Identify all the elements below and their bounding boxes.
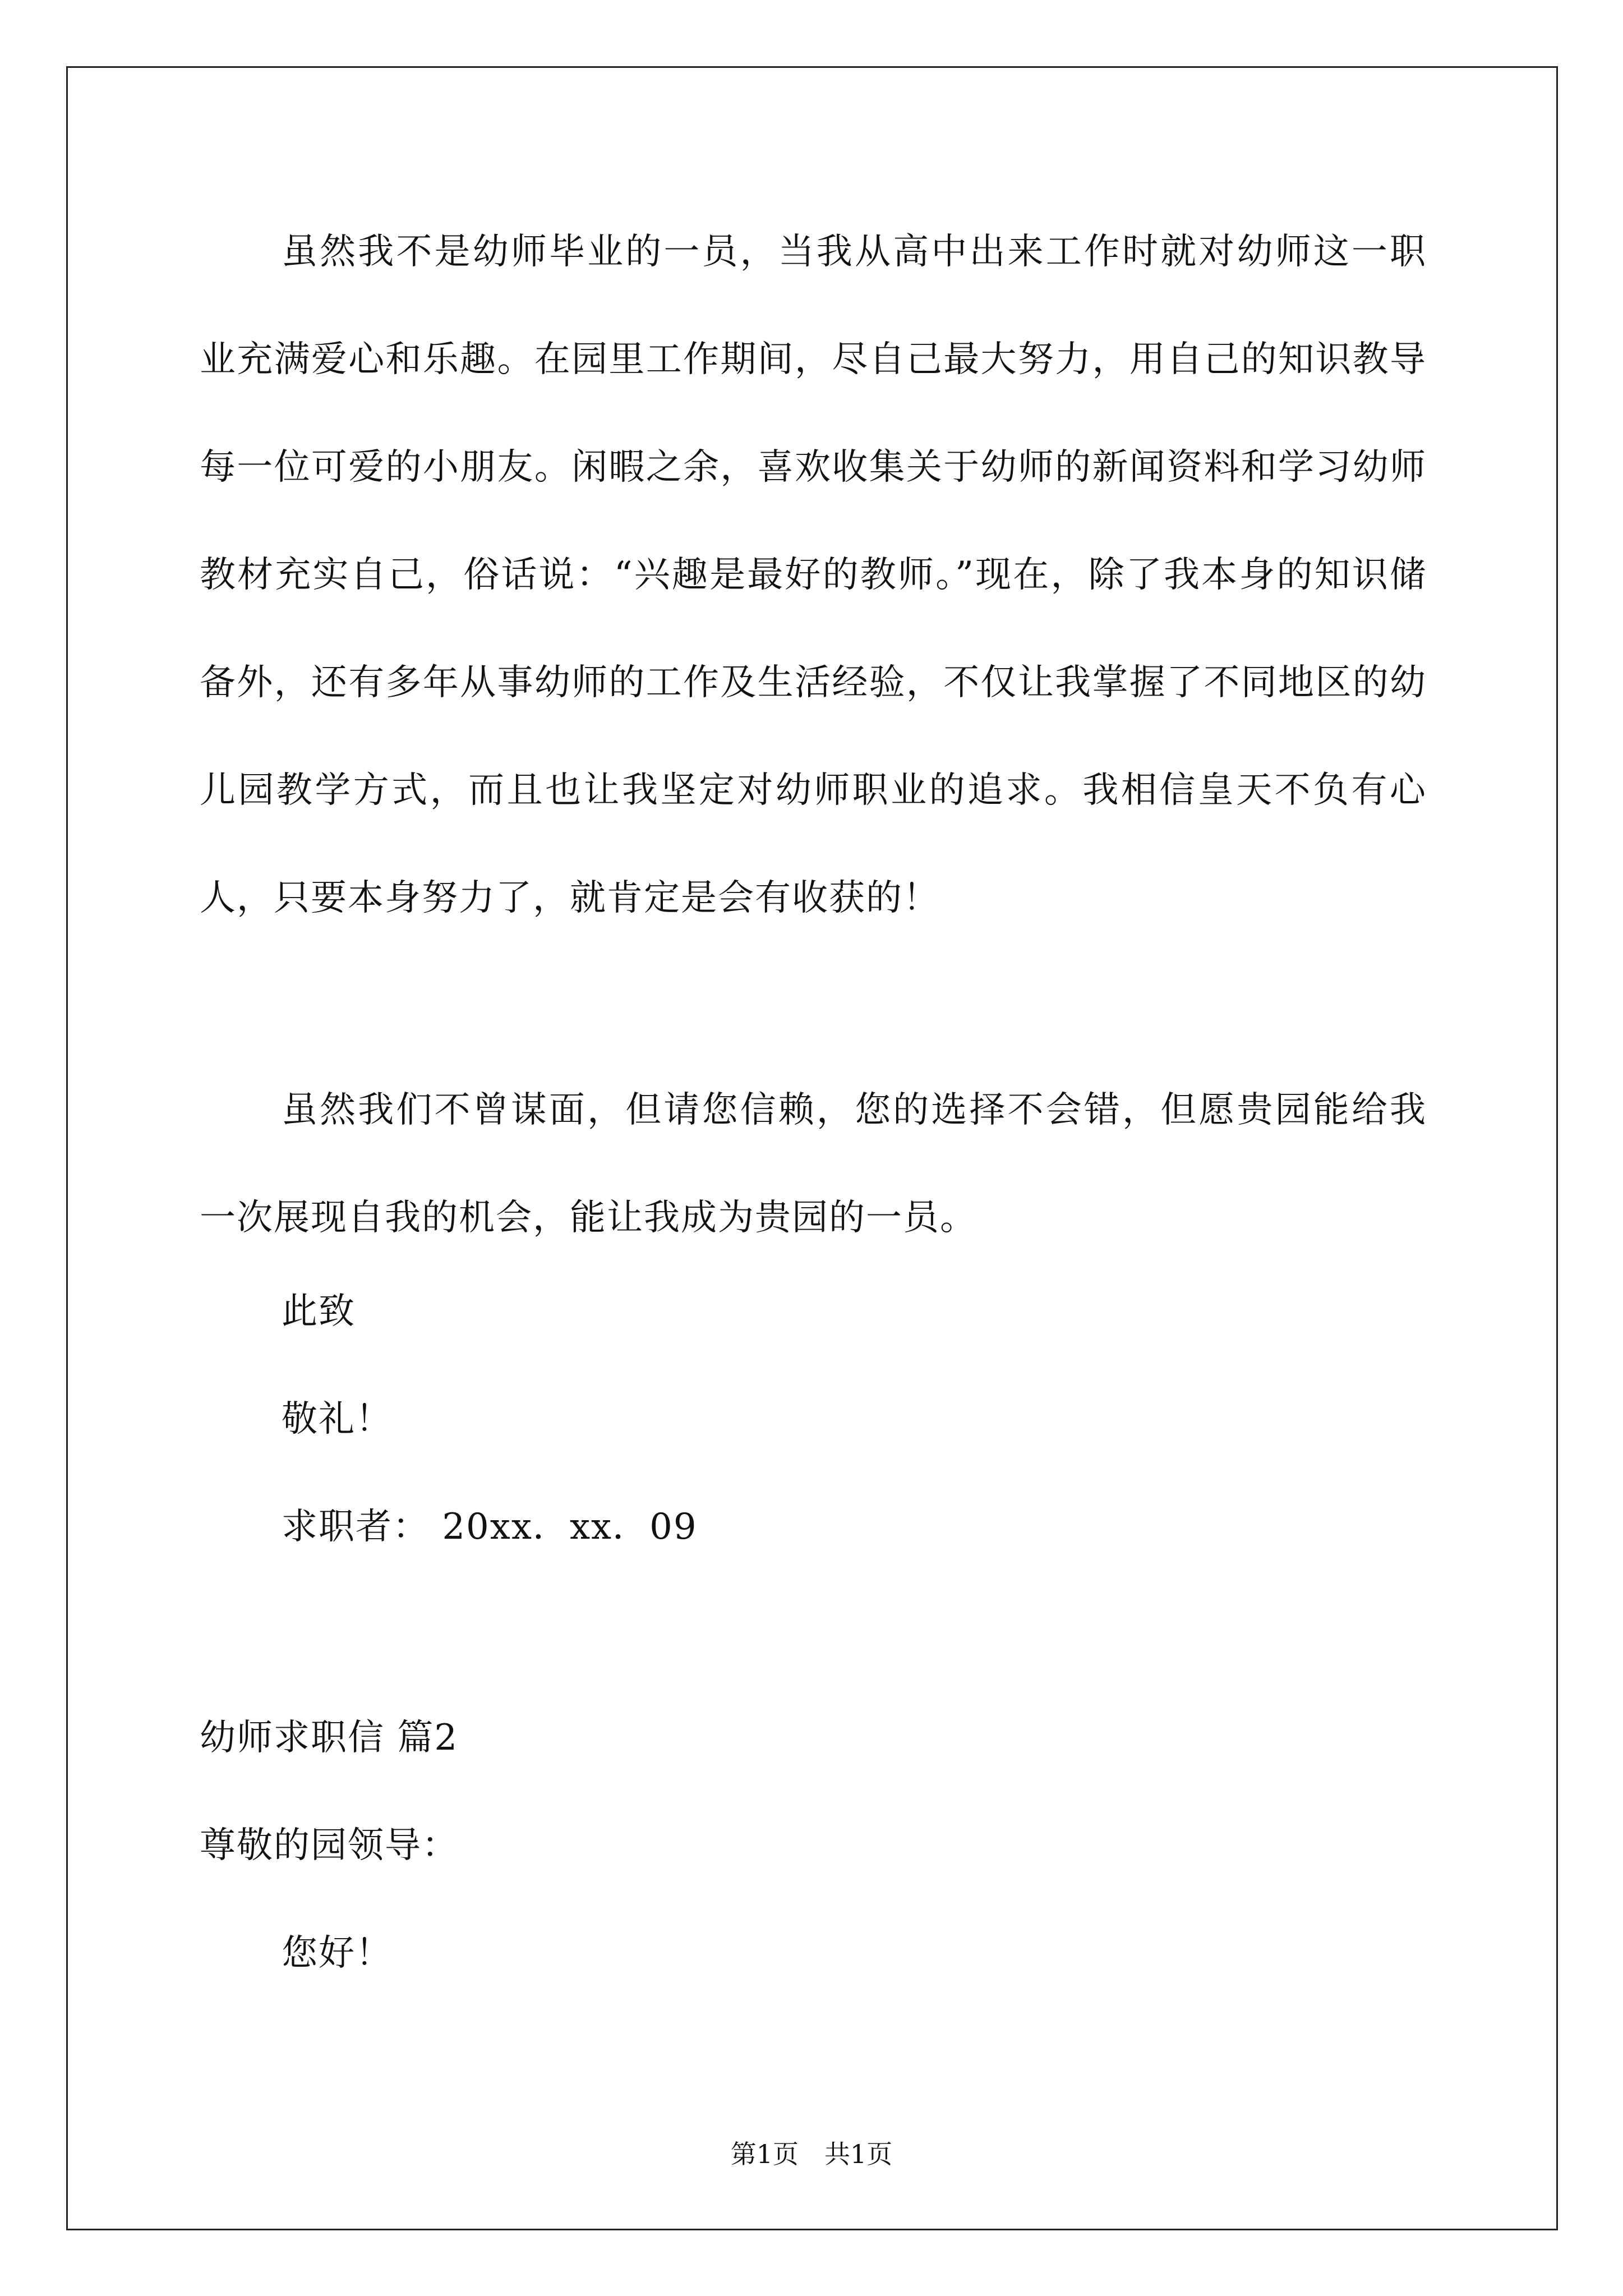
section-title: 幼师求职信 篇2 [200,1717,459,1759]
closing-regards: 此致 [282,1291,356,1332]
greeting: 您好！ [282,1932,393,1974]
closing-salute: 敬礼！ [282,1398,393,1440]
salutation: 尊敬的园领导： [200,1825,459,1866]
paragraph-1-block [200,198,1427,952]
signature-line: 求职者： 20xx．xx．09 [282,1506,698,1548]
page-footer: 第1页 共1页 [730,2139,893,2169]
body-paragraph: 虽然我们不曾谋面，但请您信赖，您的选择不会错，但愿贵园能给我一次展现自我的机会，能让我成为贵园的一员。 [200,1089,1427,1239]
paragraph-2-block [200,1056,1427,1272]
body-paragraph: 虽然我不是幼师毕业的一员，当我从高中出来工作时就对幼师这一职业充满爱心和乐趣。在园里工作期间，尽自己最大努力，用自己的知识教导每一位可爱的小朋友。闲暇之余，喜欢收集关于幼师的新闻资料和学习幼师教材充实自己，俗话说：“兴趣是最好的教师。”现在，除了我本身的知识储备外，还有多年从事幼师的工作及生活经验，不仅让我掌握了不同地区的幼儿园教学方式，而且也让我坚定对幼师职业的追求。我相信皇天不负有心人，只要本身努力了，就肯定是会有收获的！ [200,231,1427,919]
